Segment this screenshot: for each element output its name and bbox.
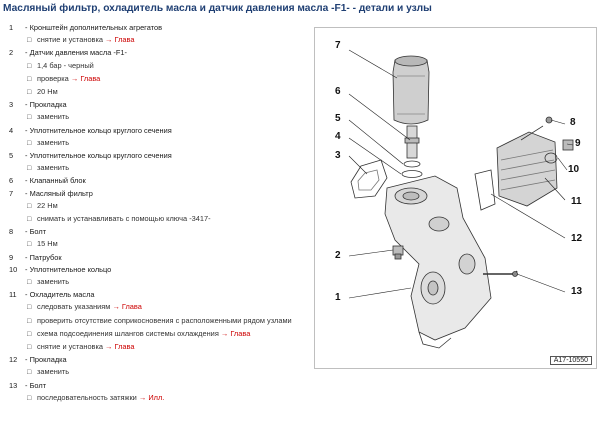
- part-note: [0, 301, 312, 314]
- part-note: [0, 73, 312, 86]
- part-note: [0, 366, 312, 379]
- chapter-reference-link[interactable]: [137, 393, 165, 402]
- bullet-square-icon: □: [27, 279, 32, 287]
- callout-10: 10: [568, 164, 580, 175]
- bullet-square-icon: □: [27, 216, 32, 224]
- bullet-square-icon: □: [27, 317, 32, 325]
- part-note: [0, 34, 312, 47]
- part-separator: -: [23, 151, 30, 161]
- part-note-text: 22 Нм: [37, 200, 58, 210]
- chapter-reference-label[interactable]: Глава: [230, 328, 251, 338]
- part-item: [0, 22, 312, 34]
- part-item: [0, 125, 312, 137]
- figure-id: A17-10550: [550, 356, 592, 365]
- part-note: [0, 86, 312, 99]
- part-item: [0, 47, 312, 59]
- part-number: 6: [9, 176, 14, 186]
- part-note: [0, 137, 312, 150]
- bullet-square-icon: □: [27, 75, 32, 83]
- part-number: 1: [9, 23, 14, 32]
- part-note: [0, 111, 312, 124]
- part-label: Датчик давления масла -F1-: [29, 48, 127, 58]
- arrow-right-icon: →: [138, 392, 147, 402]
- callout-1: 1: [335, 292, 341, 303]
- bullet-square-icon: □: [27, 89, 32, 97]
- bullet-square-icon: □: [27, 165, 32, 173]
- exploded-view-drawing: [315, 28, 596, 368]
- chapter-reference-label[interactable]: Илл.: [148, 392, 165, 402]
- part-note-text: 15 Нм: [37, 239, 58, 249]
- chapter-reference-link[interactable]: [103, 342, 134, 351]
- bullet-square-icon: □: [27, 394, 32, 402]
- part-note: [0, 341, 312, 354]
- part-number: 4: [9, 125, 14, 135]
- part-label: Уплотнительное кольцо круглого сечения: [29, 151, 172, 161]
- part-separator: -: [23, 227, 30, 237]
- part-item: [0, 264, 312, 276]
- part-label: Уплотнительное кольцо: [29, 264, 112, 274]
- chapter-reference-label[interactable]: Глава: [80, 73, 101, 83]
- bullet-square-icon: □: [27, 202, 32, 210]
- callout-8: 8: [570, 117, 576, 128]
- bullet-square-icon: □: [27, 37, 32, 45]
- chapter-reference-link[interactable]: [219, 329, 250, 338]
- part-item: [0, 175, 312, 187]
- chapter-reference-link[interactable]: [110, 302, 141, 311]
- part-number: 5: [9, 151, 14, 161]
- bullet-square-icon: □: [27, 241, 32, 249]
- callout-9: 9: [575, 138, 581, 149]
- part-note-text: заменить: [37, 163, 70, 173]
- part-note-text: 20 Нм: [37, 87, 58, 97]
- part-separator: -: [23, 23, 30, 32]
- part-separator: -: [23, 380, 30, 390]
- gasket-drawing: [351, 160, 387, 198]
- part-separator: -: [23, 290, 30, 300]
- callout-11: 11: [571, 196, 582, 207]
- part-separator: -: [23, 125, 30, 135]
- part-label: Уплотнительное кольцо круглого сечения: [29, 125, 172, 135]
- part-item: [0, 226, 312, 238]
- part-note-text: заменить: [37, 277, 70, 287]
- part-note: [0, 238, 312, 251]
- exploded-view-figure: [314, 27, 597, 369]
- callout-6: 6: [335, 86, 341, 97]
- part-note-text: заменить: [37, 112, 70, 122]
- parts-list: [0, 22, 312, 405]
- bullet-square-icon: □: [27, 344, 32, 352]
- callout-2: 2: [335, 250, 341, 261]
- part-item: [0, 252, 312, 264]
- part-label: Клапанный блок: [29, 176, 86, 186]
- part-item: [0, 380, 312, 392]
- part-separator: -: [23, 48, 30, 58]
- bullet-square-icon: □: [27, 304, 32, 312]
- part-note-text: последовательность затяжки: [37, 392, 137, 402]
- part-item: [0, 188, 312, 200]
- part-separator: -: [23, 264, 30, 274]
- part-number: 10: [9, 264, 18, 274]
- part-note-text: проверить отсутствие соприкосновения с расположенными рядом узлами: [37, 315, 292, 325]
- callout-12: 12: [571, 233, 583, 244]
- part-number: 2: [9, 48, 14, 58]
- callout-5: 5: [335, 113, 341, 124]
- part-label: Кронштейн дополнительных агрегатов: [29, 23, 163, 32]
- part-note-text: схема подсоединения шлангов системы охлаждения: [37, 328, 219, 338]
- part-note-text: проверка: [37, 73, 69, 83]
- part-item: [0, 354, 312, 366]
- chapter-reference-label[interactable]: Глава: [121, 302, 142, 312]
- callout-7: 7: [335, 40, 341, 51]
- part-separator: -: [23, 176, 30, 186]
- chapter-reference-link[interactable]: [69, 74, 100, 83]
- part-note: [0, 328, 312, 341]
- part-label: Прокладка: [29, 355, 67, 365]
- part-number: 11: [9, 290, 17, 300]
- part-number: 12: [9, 355, 18, 365]
- part-separator: -: [23, 355, 30, 365]
- part-note-text: заменить: [37, 137, 70, 147]
- part-note-text: 1,4 бар - черный: [37, 60, 94, 70]
- bullet-square-icon: □: [27, 330, 32, 338]
- part-note-text: снятие и установка: [37, 35, 103, 45]
- part-number: 13: [9, 380, 18, 390]
- part-note-text: снимать и устанавливать с помощью ключа -3417-: [37, 214, 211, 224]
- callout-4: 4: [335, 131, 341, 142]
- chapter-reference-link[interactable]: [103, 35, 134, 44]
- part-note: [0, 392, 312, 405]
- page-title: Масляный фильтр, охладитель масла и датчик давления масла -F1- - детали и узлы: [3, 3, 432, 14]
- part-number: 8: [9, 227, 14, 237]
- arrow-right-icon: →: [112, 302, 120, 312]
- arrow-right-icon: →: [105, 342, 113, 352]
- part-note: [0, 200, 312, 213]
- part-item: [0, 289, 312, 301]
- callout-3: 3: [335, 150, 341, 161]
- part-note-text: заменить: [37, 367, 70, 377]
- part-label: Прокладка: [29, 100, 67, 110]
- bullet-square-icon: □: [27, 114, 32, 122]
- bullet-square-icon: □: [27, 369, 32, 377]
- bullet-square-icon: □: [27, 62, 32, 70]
- part-label: Болт: [29, 227, 47, 237]
- part-item: [0, 99, 312, 111]
- arrow-right-icon: →: [105, 35, 113, 45]
- part-separator: -: [23, 100, 30, 110]
- part-note: [0, 213, 312, 226]
- part-note: [0, 60, 312, 73]
- arrow-right-icon: →: [70, 73, 79, 83]
- chapter-reference-label[interactable]: Глава: [114, 35, 135, 45]
- part-item: [0, 150, 312, 162]
- arrow-right-icon: →: [220, 328, 229, 338]
- part-number: 7: [9, 188, 14, 198]
- part-note: [0, 315, 312, 328]
- part-label: Охладитель масла: [29, 290, 95, 300]
- part-number: 9: [9, 252, 14, 262]
- bullet-square-icon: □: [27, 139, 32, 147]
- part-note: [0, 162, 312, 175]
- part-separator: -: [23, 252, 30, 262]
- chapter-reference-label[interactable]: Глава: [114, 342, 135, 352]
- part-number: 3: [9, 100, 14, 110]
- part-separator: -: [23, 188, 30, 198]
- part-note: [0, 276, 312, 289]
- callout-13: 13: [571, 286, 583, 297]
- part-note-text: снятие и установка: [37, 342, 103, 352]
- part-label: Болт: [29, 380, 47, 390]
- part-label: Масляный фильтр: [29, 188, 93, 198]
- part-note-text: следовать указаниям: [37, 302, 111, 312]
- part-label: Патрубок: [29, 252, 62, 262]
